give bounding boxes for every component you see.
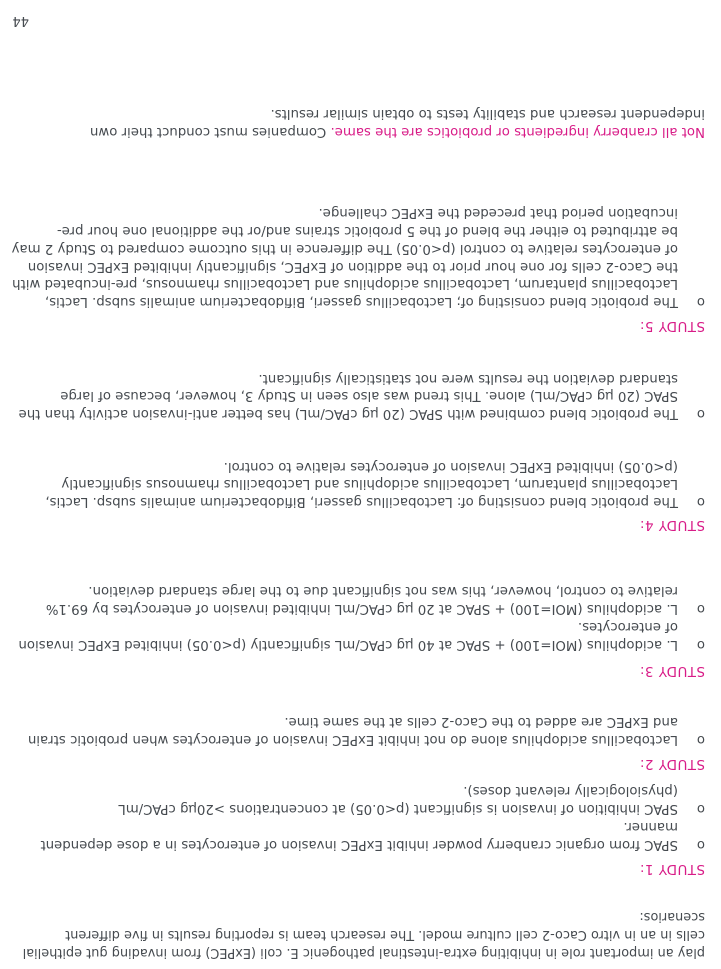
bullet-text: The probiotic blend consisting of; Lactobacillus gasseri, Bifidobacterium animalis subsp. Lactis, Lactobacillus plantarum, Lactobacillus acidophilus and Lactobacillus rhamnosus, pre-incubated with the Caco-2 cells for one hour prior to the addition of ExPEC, significantly inhibited ExPEC invasion of enterocytes relative to control (p<0.05) The difference in this outcome compared to Study 2 may be attributed to either the blend of the 5 probiotic strains and/or the additional one hour pre-incubation period that preceded the ExPEC challenge. (11, 205, 678, 309)
bullet-marker: o (696, 801, 705, 816)
bullet-marker: o (696, 294, 705, 309)
disclaimer-highlight: Not all cranberry ingredients or probiotics are the same. (330, 124, 705, 139)
study-3-heading: STUDY 3: (639, 663, 705, 678)
study-4-heading: STUDY 4: (639, 517, 705, 532)
intro-paragraph: play an important role in inhibiting extra-intestinal pathogenic E. coli (ExPEC) from invading gut epithelial cells in an in vitro Caco-2 cell culture model. The research team is reporting results in five different scenarios: (22, 909, 705, 960)
bullet-text: L. acidophilus (MOI=100) + SPAC at 20 µg cPAC/mL inhibited invasion of enterocytes by 69.1% relative to control, however, this was not significant due to the large standard deviation. (45, 583, 678, 616)
page-number: 44 (12, 13, 29, 28)
study-3-bullet-1 (11, 618, 705, 653)
disclaimer-note (15, 104, 705, 140)
bullet-marker: o (696, 732, 705, 747)
study-1-bullet-2 (11, 782, 705, 817)
study-4-bullet-1 (11, 457, 705, 510)
study-5-bullet-1 (11, 204, 705, 310)
bullet-marker: o (696, 601, 705, 616)
bullet-text: Lactobacillus acidophilus alone do not inhibit ExPEC invasion of enterocytes when probiotic strain and ExPEC are added to the Caco-2 cells at the same time. (27, 714, 678, 747)
bullet-text: The probiotic blend combined with SPAC (20 µg cPAC/mL) has better anti-invasion activity than the SPAC (20 µg cPAC/mL) alone. This trend was also seen in Study 3, however, because of large standard deviation the results were not statistically significant. (18, 370, 678, 421)
study-5-heading: STUDY 5: (639, 318, 705, 333)
bullet-marker: o (696, 406, 705, 421)
bullet-text: SPAC from organic cranberry powder inhibit ExPEC invasion of enterocytes in a dose dependent manner. (40, 819, 678, 852)
study-1-bullet-1 (11, 818, 705, 853)
study-2-bullet-1 (11, 713, 705, 748)
bullet-marker: o (696, 637, 705, 652)
bullet-marker: o (696, 837, 705, 852)
disclaimer-text: Companies must conduct their own independent research and stability tests to obtain similar results. (89, 106, 705, 139)
bullet-text: SPAC inhibition of invasion is significant (p<0.05) at concentrations >20µg cPAC/mL (physiologically relevant doses). (118, 783, 678, 816)
bullet-text: L. acidophilus (MOI=100) + SPAC at 40 µg cPAC/mL significantly (p<0.05) inhibited ExPEC invasion of enterocytes. (18, 619, 678, 652)
study-1-heading: STUDY 1: (639, 861, 705, 876)
bullet-text: The probiotic blend consisting of: Lactobacillus gasseri, Bifidobacterium animalis subsp. Lactis, Lactobacillus plantarum, Lactobacillus acidophilus and Lactobacillus rhamnosus significantly (p<0.05) inhibited ExPEC invasion of enterocytes relative to control. (45, 458, 678, 509)
bullet-marker: o (696, 494, 705, 509)
study-2-heading: STUDY 2: (639, 756, 705, 771)
study-4-bullet-2 (11, 369, 705, 422)
study-3-bullet-2 (11, 582, 705, 617)
